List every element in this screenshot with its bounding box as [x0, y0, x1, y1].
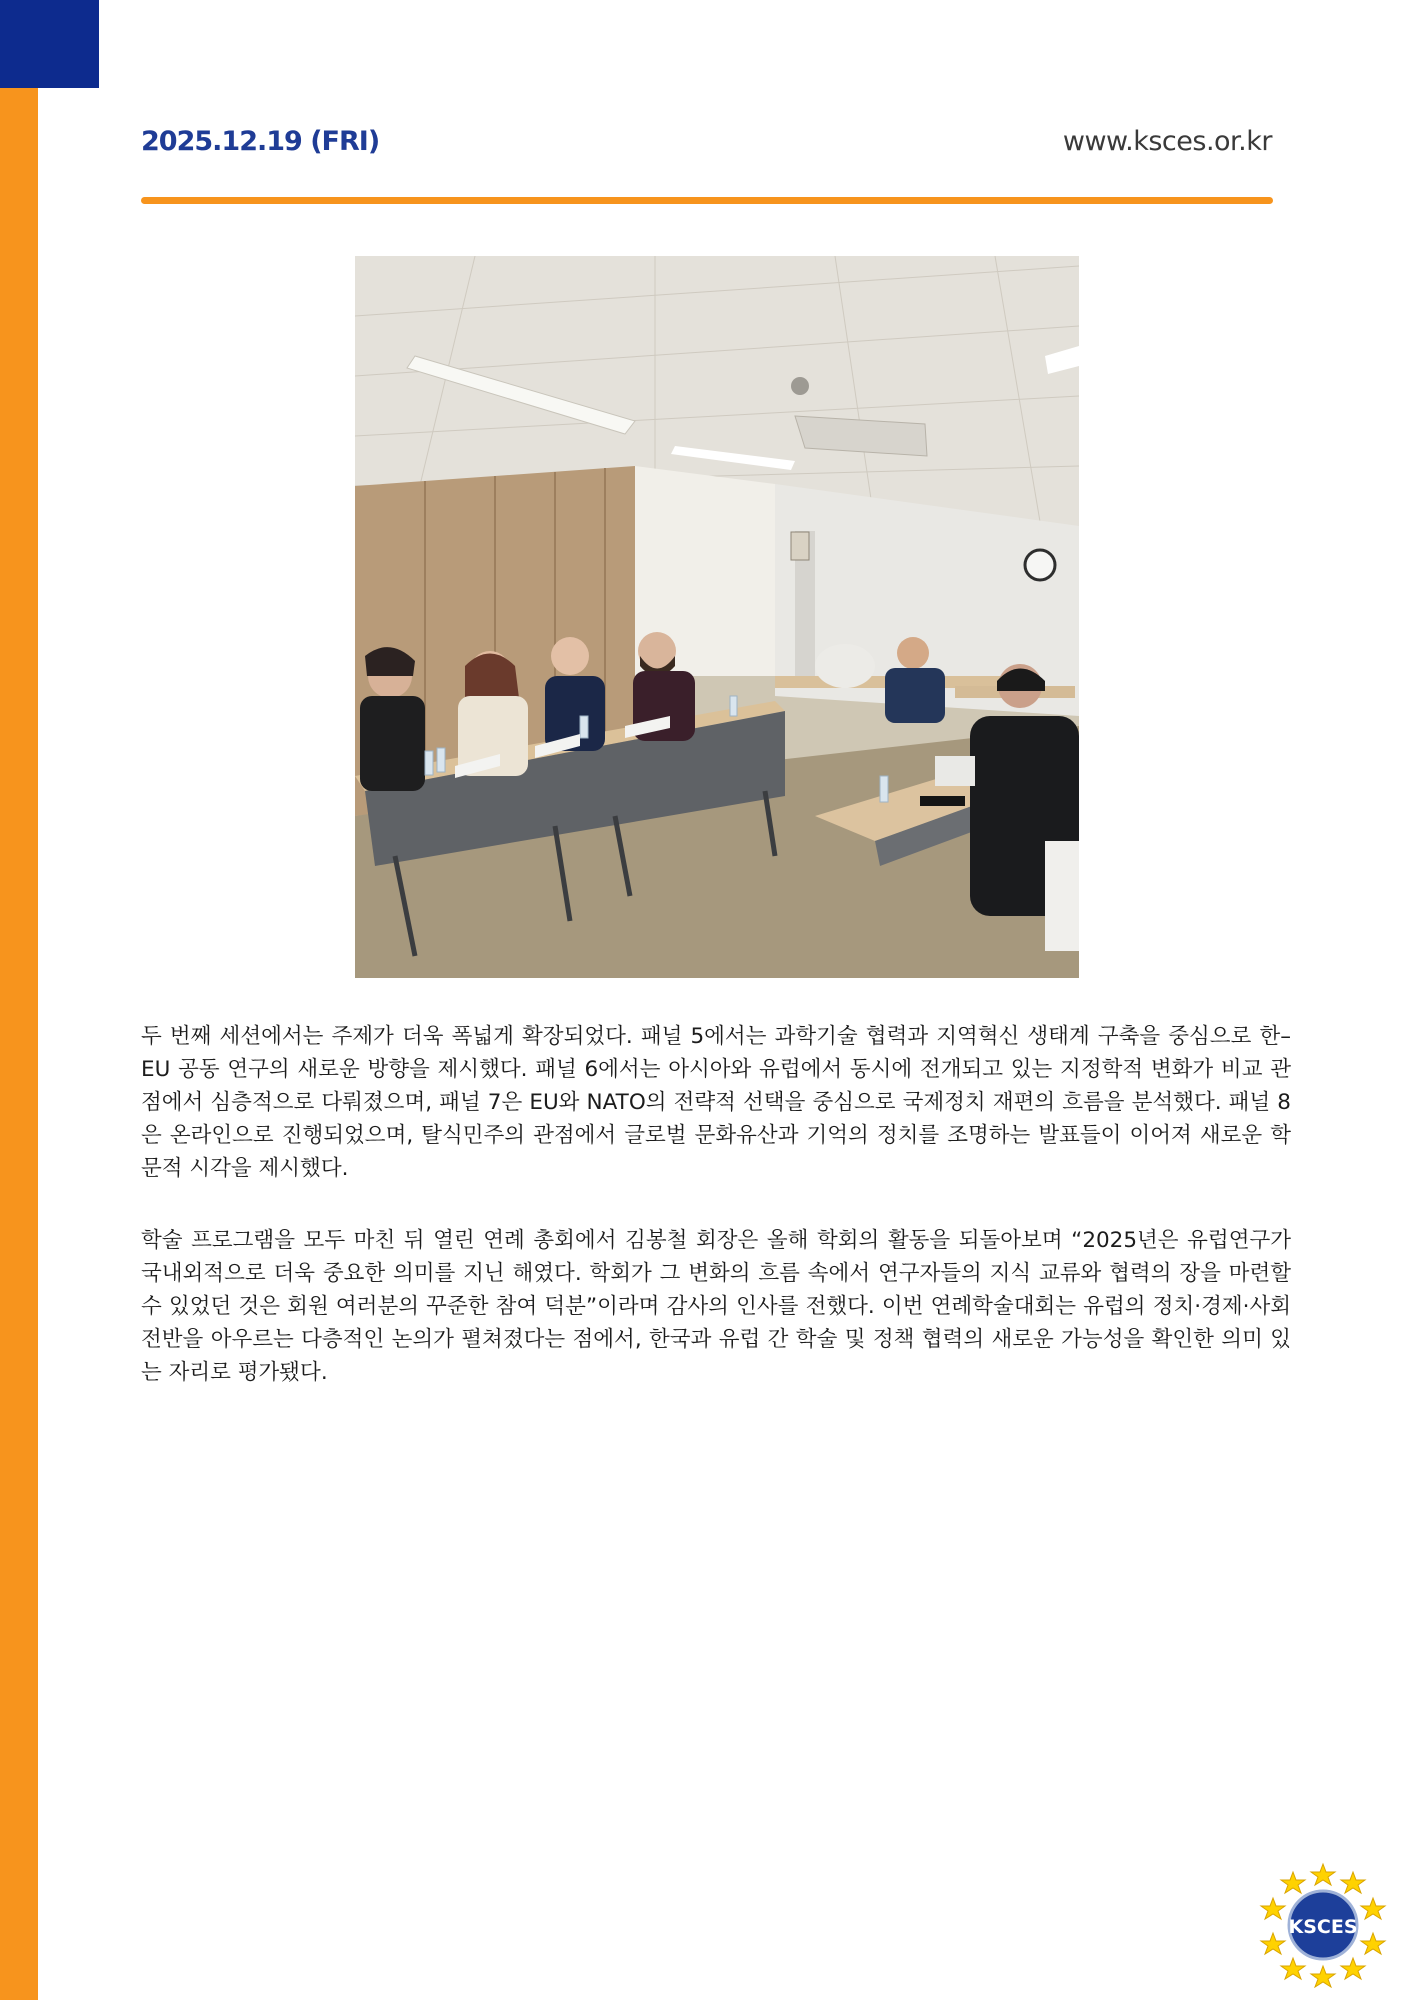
side-accent-bar — [0, 0, 38, 2000]
issue-date: 2025.12.19 (FRI) — [141, 126, 380, 157]
conference-photo — [355, 256, 1079, 978]
article-paragraph: 학술 프로그램을 모두 마친 뒤 열린 연례 총회에서 김봉철 회장은 올해 학회의 활동을 되돌아보며 “2025년은 유럽연구가 국내외적으로 더욱 중요한 의미를 지닌 해였다. 학회가 그 변화의 흐름 속에서 연구자들의 지식 교류와 협력의 장을 마련할 수 있었던 것은 회원 여러분의 꾸준한 참여 덕분”이라며 감사의 인사를 전했다. 이번 연례학술대회는 유럽의 정치·경제·사회 전반을 아우르는 다층적인 논의가 펼쳐졌다는 점에서, 한국과 유럽 간 학술 및 정책 협력의 새로운 가능성을 확인한 의미 있는 자리로 평가됐다. — [141, 1228, 1291, 1385]
website-link[interactable]: www.ksces.or.kr — [1062, 126, 1272, 157]
article-paragraph: 두 번째 세션에서는 주제가 더욱 폭넓게 확장되었다. 패널 5에서는 과학기술 협력과 지역혁신 생태계 구축을 중심으로 한–EU 공동 연구의 새로운 방향을 제시했다. 패널 6에서는 아시아와 유럽에서 동시에 전개되고 있는 지정학적 변화가 비교 관점에서 심층적으로 다뤄졌으며, 패널 7은 EU와 NATO의 전략적 선택을 중심으로 국제정치 재편의 흐름을 분석했다. 패널 8은 온라인으로 진행되었으며, 탈식민주의 관점에서 글로벌 문화유산과 기억의 정치를 조명하는 발표들이 이어져 새로운 학문적 시각을 제시했다. — [141, 1024, 1291, 1181]
header-divider — [141, 197, 1273, 204]
logo-text: KSCES — [1288, 1916, 1358, 1938]
ksces-logo — [1258, 1858, 1388, 1988]
corner-brand-block — [0, 0, 99, 88]
